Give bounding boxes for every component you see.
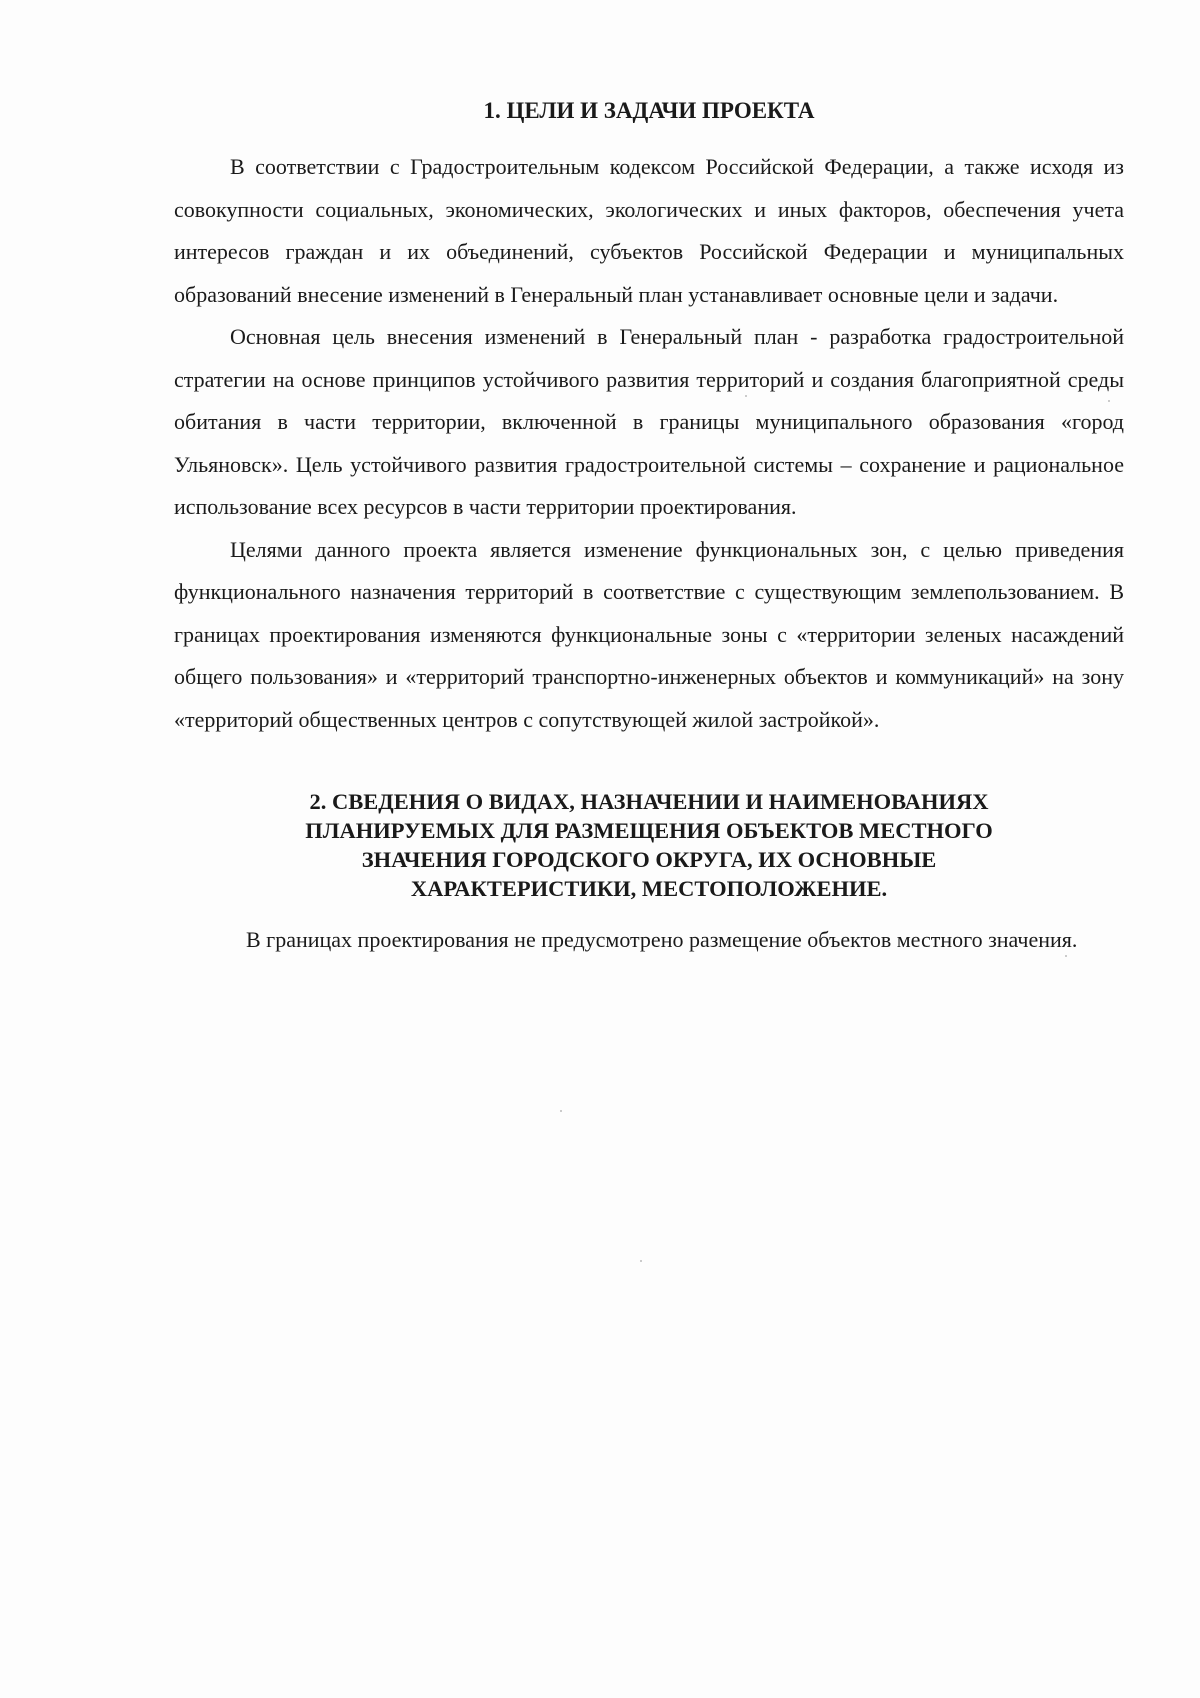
section-1-heading: 1. ЦЕЛИ И ЗАДАЧИ ПРОЕКТА (483, 98, 815, 123)
section-2-heading (174, 787, 1124, 903)
scan-speck (745, 395, 747, 397)
section-2-heading-line: ХАРАКТЕРИСТИКИ, МЕСТОПОЛОЖЕНИЕ. (410, 876, 888, 901)
document-content (174, 96, 1124, 954)
scan-speck (1108, 400, 1110, 402)
section-2-heading-line: ПЛАНИРУЕМЫХ ДЛЯ РАЗМЕЩЕНИЯ ОБЪЕКТОВ МЕСТНОГО (305, 818, 993, 843)
section-2-heading-line: ЗНАЧЕНИЯ ГОРОДСКОГО ОКРУГА, ИХ ОСНОВНЫЕ (361, 847, 937, 872)
scan-speck (560, 1110, 562, 1112)
section-1-paragraph-3: Целями данного проекта является изменение функциональных зон, с целью приведения функционального назначения территорий в соответствие с существующим землепользованием. В границах проектирования изменяются функциональные зоны с «территории зеленых насаждений общего пользования» и «территорий транспортно-инженерных объектов и коммуникаций» на зону «территорий общественных центров с сопутствующей жилой застройкой». (174, 536, 1124, 732)
section-2-heading-line: 2. СВЕДЕНИЯ О ВИДАХ, НАЗНАЧЕНИИ И НАИМЕНОВАНИЯХ (309, 789, 989, 814)
section-1-paragraph-2: Основная цель внесения изменений в Генеральный план - разработка градостроительной стратегии на основе принципов устойчивого развития территорий и создания благоприятной среды обитания в части территории, включенной в границы муниципального образования «город Ульяновск». Цель устойчивого развития градостроительной системы – сохранение и рациональное использование всех ресурсов в части территории проектирования. (174, 324, 1124, 519)
section-objects (174, 787, 1124, 954)
section-goals (174, 96, 1124, 741)
scan-speck (640, 1260, 642, 1262)
scan-speck (1065, 955, 1067, 957)
section-1-paragraph-1: В соответствии с Градостроительным кодексом Российской Федерации, а также исходя из совокупности социальных, экономических, экологических и иных факторов, обеспечения учета интересов граждан и их объединений, субъектов Российской Федерации и муниципальных образований внесение изменений в Генеральный план устанавливает основные цели и задачи. (174, 154, 1124, 307)
section-2-paragraph: В границах проектирования не предусмотрено размещение объектов местного значения. (246, 927, 1078, 952)
